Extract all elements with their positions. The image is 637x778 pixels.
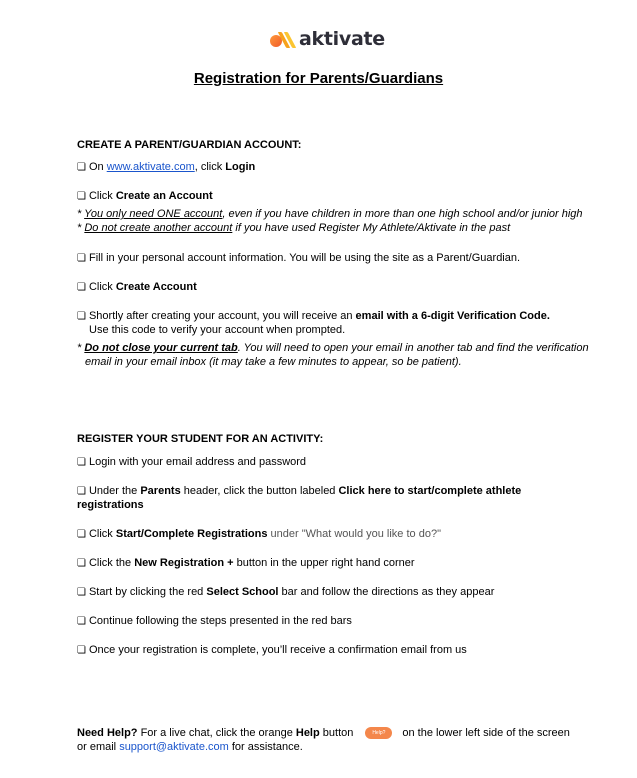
- step-confirmation-email: ❏ Once your registration is complete, you’ll receive a confirmation email from us: [77, 644, 467, 656]
- step-select-school: ❏ Start by clicking the red Select School bar and follow the directions as they appear: [77, 586, 495, 598]
- logo-text: aktivate: [299, 28, 385, 50]
- step-continue-red-bars: ❏ Continue following the steps presented in the red bars: [77, 615, 352, 627]
- checkbox-icon: ❏: [77, 191, 86, 202]
- note-do-not-create-another: * Do not create another account if you have used Register My Athlete/Aktivate in the past: [77, 222, 511, 234]
- help-footer: Need Help? For a live chat, click the orange Help button Help? on the lower left side of the screen: [77, 727, 570, 739]
- step-create-an-account: ❏ Click Create an Account: [77, 190, 213, 202]
- checkbox-icon: ❏: [77, 282, 86, 293]
- step-verification-code: ❏ Shortly after creating your account, you will receive an email with a 6-digit Verification Code.: [77, 310, 550, 322]
- note-one-account: * You only need ONE account, even if you have children in more than one high school and/or junior high: [77, 208, 583, 220]
- step-login-email: ❏ Login with your email address and password: [77, 456, 307, 468]
- step-parents-header-line2: registrations: [77, 499, 144, 511]
- step-new-registration: ❏ Click the New Registration + button in the upper right hand corner: [77, 557, 415, 569]
- checkbox-icon: ❏: [77, 486, 86, 497]
- step-create-account: ❏ Click Create Account: [77, 281, 197, 293]
- step-login: ❏ On www.aktivate.com, click Login: [77, 161, 256, 173]
- aktivate-website-link[interactable]: www.aktivate.com: [106, 161, 195, 173]
- step-fill-info: ❏ Fill in your personal account information. You will be using the site as a Parent/Guardian.: [77, 252, 521, 264]
- section-heading-register-student: REGISTER YOUR STUDENT FOR AN ACTIVITY:: [77, 433, 324, 445]
- support-email-link[interactable]: support@aktivate.com: [119, 741, 229, 753]
- step-start-complete: ❏ Click Start/Complete Registrations under "What would you like to do?": [77, 528, 441, 540]
- section-heading-create-account: CREATE A PARENT/GUARDIAN ACCOUNT:: [77, 139, 302, 151]
- step-verification-code-line2: Use this code to verify your account when prompted.: [89, 324, 346, 336]
- note-do-not-close-tab-line2: email in your email inbox (it may take a few minutes to appear, so be patient).: [85, 356, 462, 368]
- checkbox-icon: ❏: [77, 558, 86, 569]
- checkbox-icon: ❏: [77, 162, 86, 173]
- aktivate-logo: [270, 28, 385, 50]
- aktivate-logo-icon: [270, 30, 296, 48]
- note-do-not-close-tab: * Do not close your current tab. You will need to open your email in another tab and find the verification: [77, 342, 589, 354]
- help-footer-line2: or email support@aktivate.com for assistance.: [77, 741, 303, 753]
- checkbox-icon: ❏: [77, 253, 86, 264]
- checkbox-icon: ❏: [77, 645, 86, 656]
- checkbox-icon: ❏: [77, 529, 86, 540]
- checkbox-icon: ❏: [77, 311, 86, 322]
- help-button-image: Help?: [365, 727, 392, 739]
- checkbox-icon: ❏: [77, 616, 86, 627]
- checkbox-icon: ❏: [77, 587, 86, 598]
- page-title: Registration for Parents/Guardians: [193, 70, 444, 87]
- checkbox-icon: ❏: [77, 457, 86, 468]
- step-parents-header: ❏ Under the Parents header, click the button labeled Click here to start/complete athlete: [77, 485, 522, 497]
